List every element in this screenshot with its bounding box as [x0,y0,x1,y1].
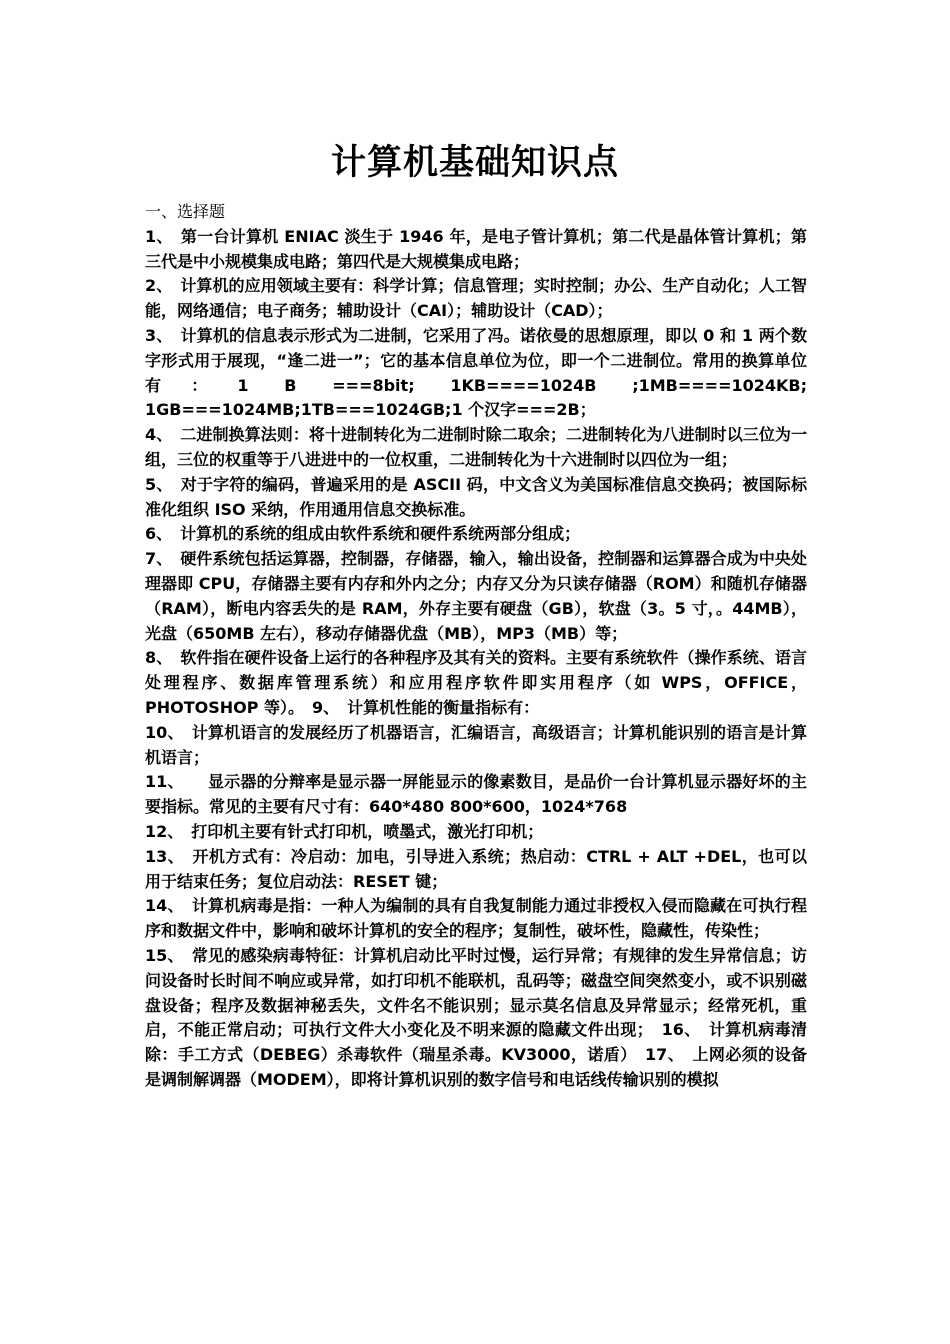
section-heading: 一、选择题 [145,202,226,221]
paragraph-15: 15、 常见的感染病毒特征：计算机启动比平时过慢，运行异常；有规律的发生异常信息；访问设备时长时间不响应或异常，如打印机不能联机，乱码等；磁盘空间突然变小，或不识别磁盘设备；程序及数据神秘丢失，文件名不能识别；显示莫名信息及异常显示；经常死机，重启，不能正常启动；可执行文件大小变化及不明来源的隐藏文件出现； 16、 计算机病毒清除：手工方式（DEBEG）杀毒软件（瑞星杀毒。KV3000，诺盾） 17、 上网必须的设备是调制解调器（MODEM），即将计算机识别的数字信号和电话线传输识别的模拟 [145,945,807,1089]
paragraph-1: 1、 第一台计算机 ENIAC 淡生于 1946 年，是电子管计算机；第二代是晶体管计算机；第三代是中小规模集成电路；第四代是大规模集成电路； [145,226,807,271]
paragraph-6: 6、 计算机的系统的组成由软件系统和硬件系统两部分组成； [145,524,581,544]
paragraph-5: 5、 对于字符的编码，普遍采用的是 ASCII 码，中文含义为美国标准信息交换码；被国际标准化组织 ISO 采纳，作用通用信息交换标准。 [145,474,807,519]
paragraph-4: 4、 二进制换算法则：将十进制转化为二进制时除二取余；二进制转化为八进制时以三位为一组，三位的权重等于八进进中的一位权重，二进制转化为十六进制时以四位为一组； [145,425,807,469]
paragraph-7: 7、 硬件系统包括运算器，控制器，存储器，输入，输出设备，控制器和运算器合成为中央处理器即 CPU，存储器主要有内存和外内之分；内存又分为只读存储器（ROM）和随机存储器（RAM），断电内容丢失的是 RAM，外存主要有硬盘（GB），软盘（3。5 寸，。44MB），光盘（650MB 左右），移动存储器优盘（MB），MP3（MB）等； [145,549,807,643]
paragraph-12: 12、 打印机主要有针式打印机，喷墨式，激光打印机； [145,821,544,841]
paragraph-13: 13、 开机方式有：冷启动：加电，引导进入系统；热启动：CTRL + ALT +DEL，也可以用于结束任务；复位启动法：RESET 键； [145,846,807,891]
document-body [145,200,807,1093]
paragraph-3: 3、 计算机的信息表示形式为二进制，它采用了冯。诺依曼的思想原理，即以 0 和 1 两个数字形式用于展现，“逢二进一”；它的基本信息单位为位，即一个二进制位。常用的换算单位有：1 B ===8bit; 1KB====1024B ;1MB====1024KB; 1GB===1024MB;1TB===1024GB;1 个汉字===2B； [145,325,807,420]
document-title: 计算机基础知识点 [330,143,619,183]
paragraph-11: 11、 显示器的分辩率是显示器一屏能显示的像素数目，是品价一台计算机显示器好坏的主要指标。常见的主要有尺寸有：640*480 800*600，1024*768 [145,772,807,817]
paragraph-2: 2、 计算机的应用领域主要有：科学计算；信息管理；实时控制；办公、生产自动化；人工智能，网络通信；电子商务；辅助设计（CAI）；辅助设计（CAD）； [145,276,807,321]
paragraph-14: 14、 计算机病毒是指：一种人为编制的具有自我复制能力通过非授权入侵而隐藏在可执行程序和数据文件中，影响和破坏计算机的安全的程序；复制性，破坏性，隐藏性，传染性； [145,896,807,941]
paragraph-8: 8、 软件指在硬件设备上运行的各种程序及其有关的资料。主要有系统软件（操作系统、语言处理程序、数据库管理系统）和应用程序软件即实用程序（如 WPS，OFFICE，PHOTOSHOP 等）。 9、 计算机性能的衡量指标有： [145,648,807,717]
paragraph-10: 10、 计算机语言的发展经历了机器语言，汇编语言，高级语言；计算机能识别的语言是计算机语言； [145,722,807,767]
